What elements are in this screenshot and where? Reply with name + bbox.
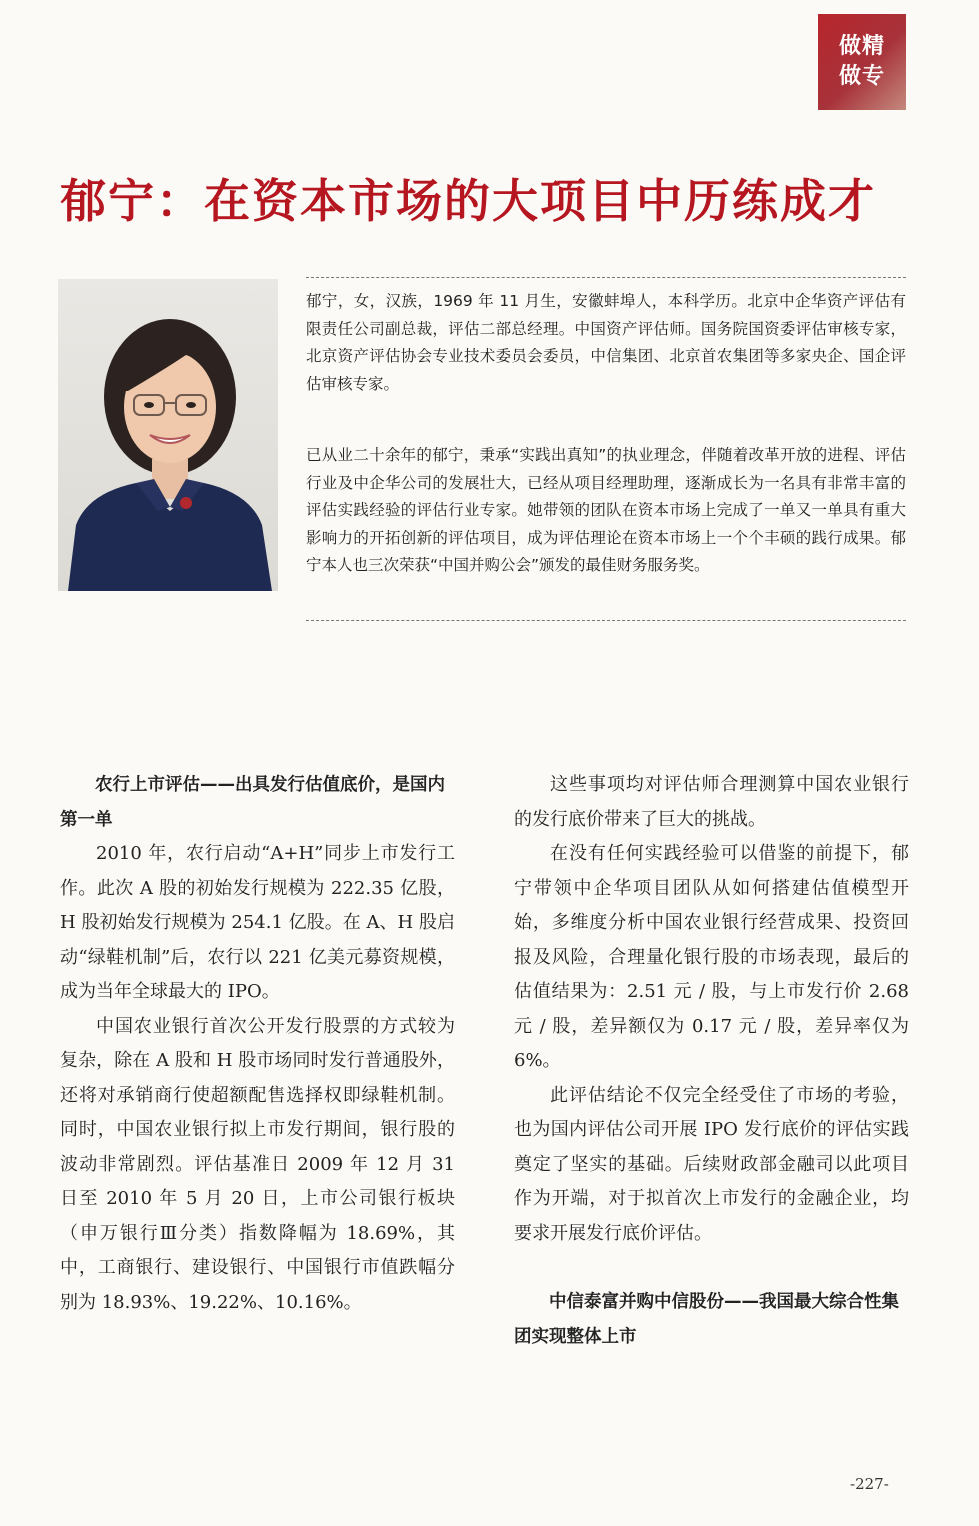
- section-heading-abc-ipo: 农行上市评估——出具发行估值底价，是国内第一单: [60, 775, 445, 830]
- bio-paragraph-1: 郁宁，女，汉族，1969 年 11 月生，安徽蚌埠人，本科学历。北京中企华资产评估有限责任公司副总裁，评估二部总经理。中国资产评估师。国务院国资委评估审核专家，北京资产评估协会专业技术委员会委员，中信集团、北京首农集团等多家央企、国企评估审核专家。: [306, 292, 906, 393]
- bio-bottom-rule: [306, 620, 906, 621]
- left-column: [60, 768, 455, 1320]
- section-heading-citic: 中信泰富并购中信股份——我国最大综合性集团实现整体上市: [514, 1292, 899, 1347]
- page-number: -227-: [850, 1475, 889, 1493]
- left-paragraph-2: 中国农业银行首次公开发行股票的方式较为复杂，除在 A 股和 H 股市场同时发行普通股外，还将对承销商行使超额配售选择权即绿鞋机制。同时，中国农业银行拟上市发行期间，银行股的波动非常剧烈。评估基准日 2009 年 12 月 31 日至 2010 年 5 月 20 日，上市公司银行板块（申万银行Ⅲ分类）指数降幅为 18.69%，其中，工商银行、建设银行、中国银行市值跌幅分别为 18.93%、19.22%、10.16%。: [60, 1015, 455, 1313]
- bio-top-rule: [306, 277, 906, 278]
- right-column: [514, 768, 909, 1354]
- right-paragraph-3: 此评估结论不仅完全经受住了市场的考验，也为国内评估公司开展 IPO 发行底价的评估实践奠定了坚实的基础。后续财政部金融司以此项目作为开端，对于拟首次上市发行的金融企业，均要求开展发行底价评估。: [514, 1084, 909, 1244]
- right-paragraph-1: 这些事项均对评估师合理测算中国农业银行的发行底价带来了巨大的挑战。: [514, 774, 909, 830]
- badge-line-2: 做专: [838, 64, 885, 89]
- article-title: 郁宁：在资本市场的大项目中历练成才: [60, 174, 876, 228]
- bio-paragraph-2: 已从业二十余年的郁宁，秉承“实践出真知”的执业理念，伴随着改革开放的进程、评估行业及中企华公司的发展壮大，已经从项目经理助理，逐渐成长为一名具有非常丰富的评估实践经验的评估行业专家。她带领的团队在资本市场上完成了一单又一单具有重大影响力的开拓创新的评估项目，成为评估理论在资本市场上一个个丰硕的践行成果。郁宁本人也三次荣获“中国并购公会”颁发的最佳财务服务奖。: [306, 446, 906, 574]
- portrait-illustration: [58, 279, 278, 591]
- right-paragraph-2: 在没有任何实践经验可以借鉴的前提下，郁宁带领中企华项目团队从如何搭建估值模型开始，多维度分析中国农业银行经营成果、投资回报及风险，合理量化银行股的市场表现，最后的估值结果为：2.51 元 / 股，与上市发行价 2.68 元 / 股，差异额仅为 0.17 元 / 股，差异率仅为 6%。: [514, 843, 909, 1071]
- left-paragraph-1: 2010 年，农行启动“A+H”同步上市发行工作。此次 A 股的初始发行规模为 222.35 亿股，H 股初始发行规模为 254.1 亿股。在 A、H 股启动“绿鞋机制”后，农行以 221 亿美元募资规模，成为当年全球最大的 IPO。: [60, 843, 455, 1002]
- badge-line-1: 做精: [838, 34, 885, 59]
- portrait-photo: [58, 279, 278, 591]
- column-badge: [818, 14, 906, 110]
